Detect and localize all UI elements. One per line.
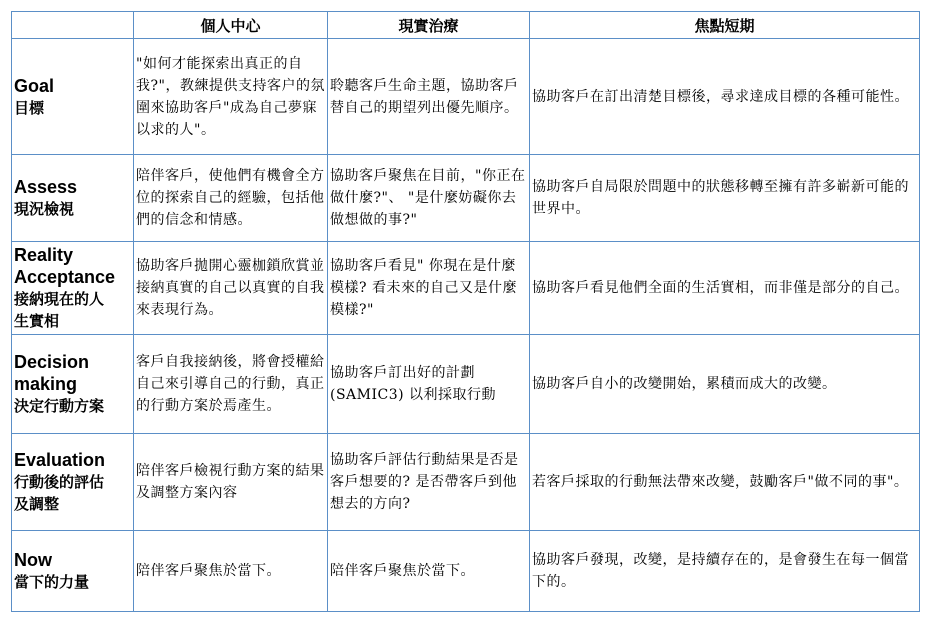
row-title-en: Goal xyxy=(14,75,55,96)
row-header xyxy=(12,155,134,242)
table-cell: 陪伴客戶，使他們有機會全方位的探索自己的經驗，包括他們的信念和情感。 xyxy=(134,155,328,242)
table-row-now xyxy=(12,531,920,612)
table-cell: 協助客戶看見他們全面的生活實相，而非僅是部分的自己。 xyxy=(530,242,920,335)
row-title-zh: 當下的力量 xyxy=(14,573,90,591)
table-cell: 陪伴客戶聚焦於當下。 xyxy=(134,531,328,612)
header-solution-focused: 焦點短期 xyxy=(530,12,920,39)
table-cell: 協助客戶拋開心靈枷鎖欣賞並接納真實的自己以真實的自我來表現行為。 xyxy=(134,242,328,335)
table-cell: 協助客戶在訂出清楚目標後，尋求達成目標的各種可能性。 xyxy=(530,39,920,155)
row-header xyxy=(12,39,134,155)
header-row xyxy=(12,12,920,39)
table-cell: 協助客戶自局限於問題中的狀態移轉至擁有許多嶄新可能的世界中。 xyxy=(530,155,920,242)
table-row-reality-acceptance xyxy=(12,242,920,335)
table-cell: 協助客戶聚焦在目前，"你正在做什麼?"、 "是什麼妨礙你去做想做的事?" xyxy=(328,155,530,242)
row-title-zh: 行動後的評估 及調整 xyxy=(14,473,105,513)
table-row-decision-making xyxy=(12,335,920,434)
table-cell: 協助客戶自小的改變開始，累積而成大的改變。 xyxy=(530,335,920,434)
row-title-en: Decision making xyxy=(14,352,90,394)
row-header xyxy=(12,434,134,531)
table-cell: 協助客戶看見" 你現在是什麼模樣? 看未來的自己又是什麼模樣?" xyxy=(328,242,530,335)
table-cell: 若客戶採取的行動無法帶來改變，鼓勵客戶"做不同的事"。 xyxy=(530,434,920,531)
comparison-table xyxy=(11,11,920,612)
table-cell: 陪伴客戶聚焦於當下。 xyxy=(328,531,530,612)
row-title-en: Assess xyxy=(14,177,78,197)
row-title-en: Evaluation xyxy=(14,450,106,470)
table-cell: 協助客戶評估行動結果是否是客戶想要的? 是否帶客戶到他想去的方向? xyxy=(328,434,530,531)
header-person-centered: 個人中心 xyxy=(134,12,328,39)
header-reality-therapy: 現實治療 xyxy=(328,12,530,39)
table-row-goal xyxy=(12,39,920,155)
table-cell: 陪伴客戶檢視行動方案的結果及調整方案內容 xyxy=(134,434,328,531)
table-cell: 聆聽客戶生命主題，協助客戶替自己的期望列出優先順序。 xyxy=(328,39,530,155)
table-row-assess xyxy=(12,155,920,242)
table-row-evaluation xyxy=(12,434,920,531)
row-title-zh: 目標 xyxy=(14,98,45,117)
row-header xyxy=(12,531,134,612)
header-corner xyxy=(12,12,134,39)
row-title-zh: 接納現在的人 生實相 xyxy=(14,290,105,330)
table-cell: 協助客戶發現，改變，是持續存在的，是會發生在每一個當下的。 xyxy=(530,531,920,612)
row-title-zh: 決定行動方案 xyxy=(14,397,105,415)
row-title-en: Reality Acceptance xyxy=(14,245,116,287)
table-cell: "如何才能探索出真正的自我?"，教練提供支持客户的氛圍來協助客戶"成為自己夢寐以求的人"。 xyxy=(134,39,328,155)
row-header xyxy=(12,242,134,335)
row-title-zh: 現況檢視 xyxy=(14,200,75,218)
row-header xyxy=(12,335,134,434)
table-cell: 客戶自我接納後，將會授權給自己來引導自己的行動，真正的行動方案於焉產生。 xyxy=(134,335,328,434)
table-cell: 協助客戶訂出好的計劃(SAMIC3) 以利採取行動 xyxy=(328,335,530,434)
row-title-en: Now xyxy=(14,550,52,570)
